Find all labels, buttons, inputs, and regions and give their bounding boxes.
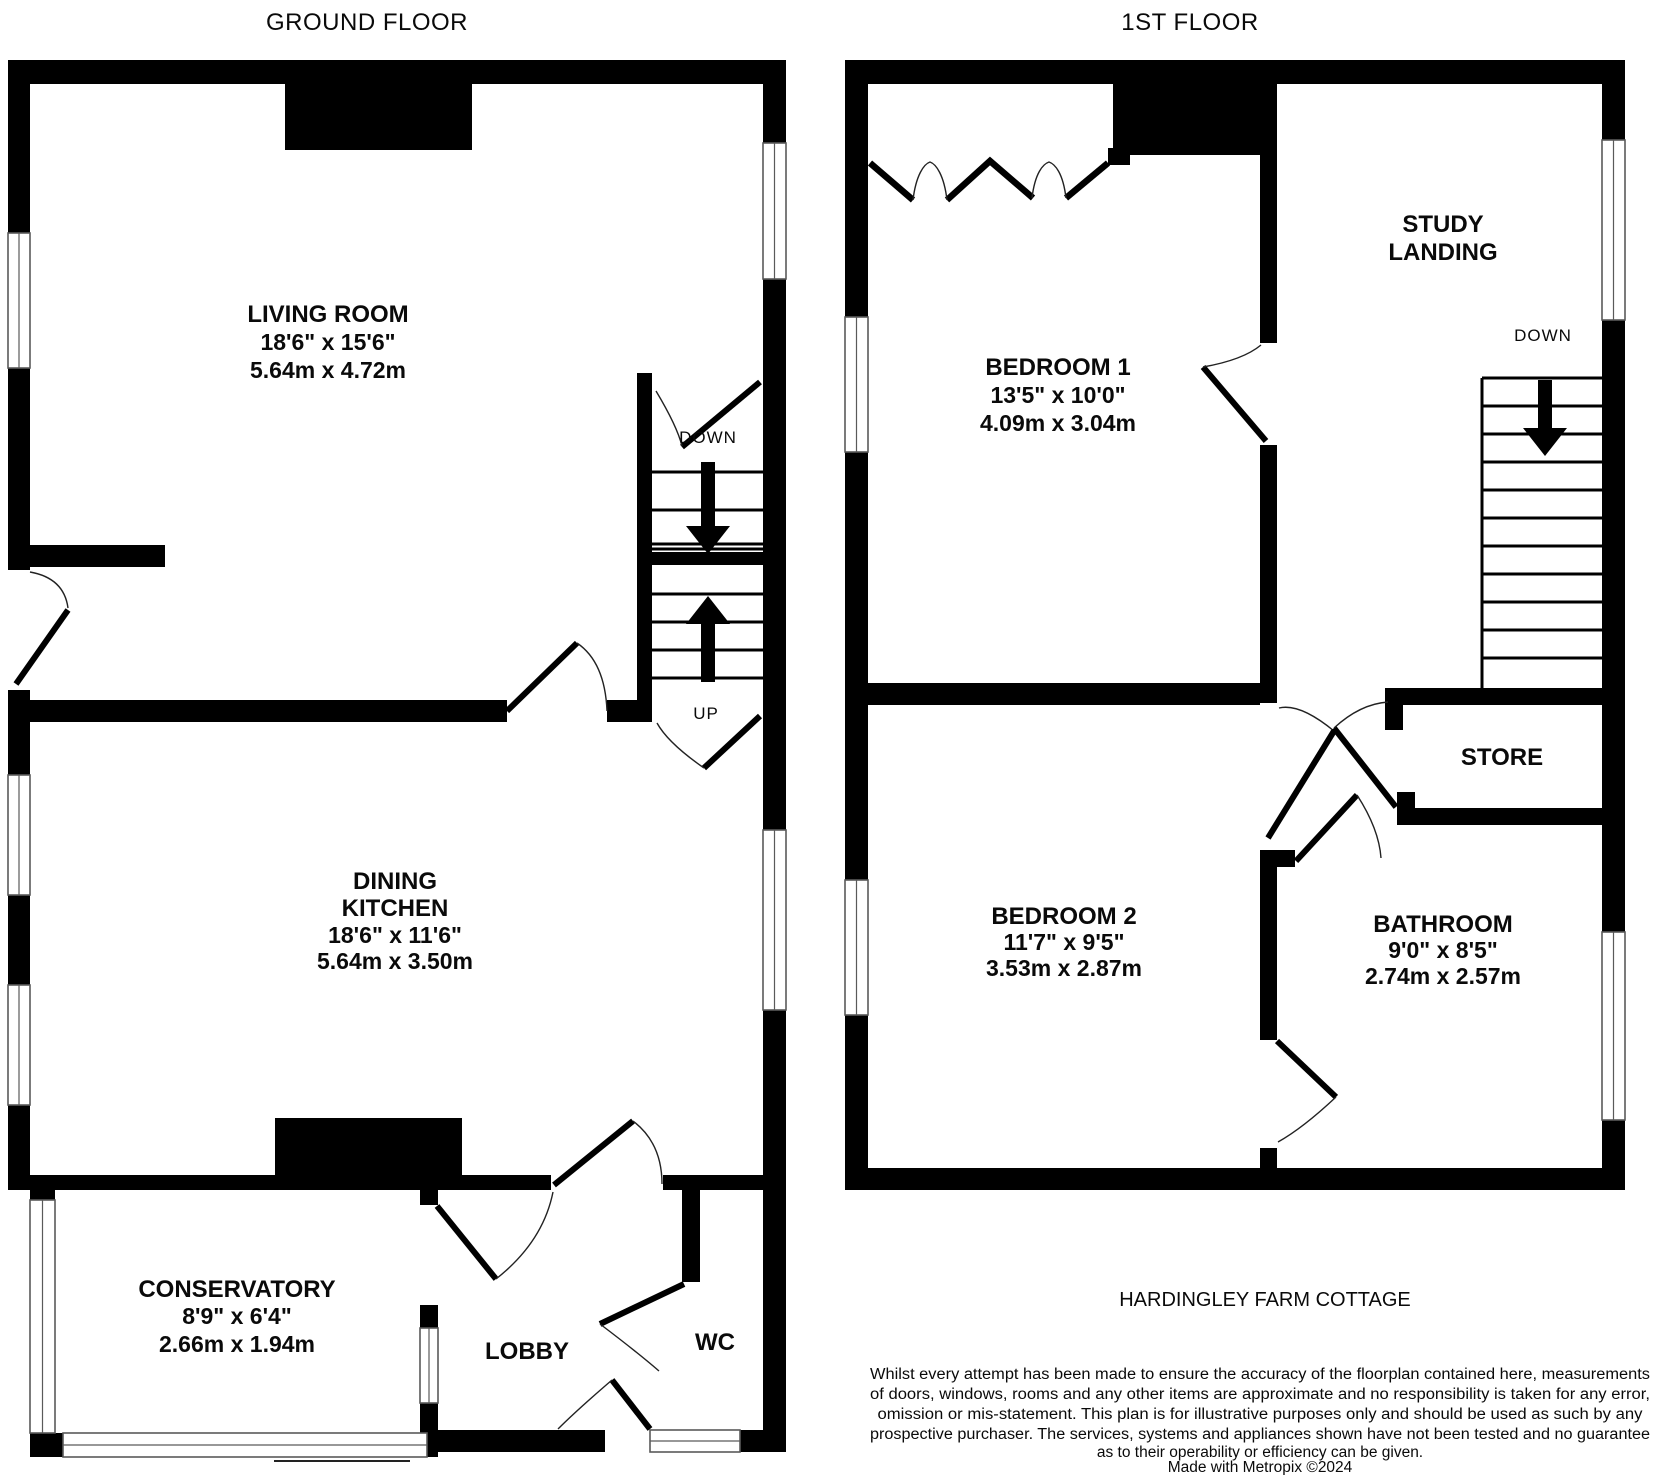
stairs-down-label: DOWN bbox=[679, 428, 737, 447]
up-arrow bbox=[686, 596, 730, 682]
wall-segment bbox=[845, 60, 868, 317]
disclaimer-line: of doors, windows, rooms and any other items are approximate and no responsibility is taken for any error, bbox=[870, 1386, 1650, 1403]
stair-wall bbox=[637, 373, 652, 722]
wardrobe-folding-doors bbox=[870, 161, 1108, 200]
window bbox=[763, 830, 786, 1010]
door bbox=[600, 1284, 684, 1371]
first-floor-title: 1ST FLOOR bbox=[1121, 9, 1259, 36]
wall-segment bbox=[420, 1305, 438, 1328]
window bbox=[8, 775, 30, 895]
wall-segment bbox=[663, 1175, 786, 1190]
bathroom-label bbox=[1365, 911, 1521, 989]
door bbox=[1268, 707, 1334, 838]
window bbox=[845, 880, 868, 1015]
room-dimensions-metric: 5.64m x 4.72m bbox=[249, 357, 407, 383]
window bbox=[63, 1433, 427, 1457]
room-dimensions-metric: 2.66m x 1.94m bbox=[158, 1331, 316, 1357]
wall-segment bbox=[868, 683, 1260, 705]
chimney-breast bbox=[1113, 84, 1270, 155]
door bbox=[507, 643, 607, 711]
footer bbox=[870, 1289, 1650, 1475]
wall-segment bbox=[1260, 445, 1277, 703]
wall-segment bbox=[763, 279, 786, 830]
room-dimensions-imperial: 11'7" x 9'5" bbox=[1003, 929, 1125, 955]
wall-segment bbox=[8, 545, 165, 567]
room-dimensions-metric: 2.74m x 2.57m bbox=[1364, 963, 1522, 989]
wall-segment bbox=[845, 1168, 1625, 1190]
window bbox=[763, 143, 786, 279]
wall-segment bbox=[1260, 850, 1277, 1040]
wall-segment bbox=[1260, 1148, 1277, 1190]
room-name: STUDY bbox=[1402, 211, 1484, 238]
room-dimensions-metric: 3.53m x 2.87m bbox=[985, 955, 1143, 981]
ground-floor-plan bbox=[8, 9, 786, 1461]
room-dimensions-metric: 4.09m x 3.04m bbox=[979, 410, 1137, 436]
wall-segment bbox=[682, 1190, 700, 1282]
wall-segment bbox=[1260, 84, 1277, 343]
wall-segment bbox=[763, 1010, 786, 1452]
wall-segment bbox=[763, 60, 786, 143]
wc-label: WC bbox=[695, 1329, 735, 1356]
first-floor-walls bbox=[845, 60, 1625, 1190]
chimney-breast bbox=[275, 1118, 462, 1177]
disclaimer-line: Whilst every attempt has been made to ensure the accuracy of the floorplan contained here, measurements bbox=[870, 1366, 1651, 1383]
folding-door-panel bbox=[947, 161, 1033, 200]
wall-segment bbox=[1602, 320, 1625, 932]
disclaimer-line: prospective purchaser. The services, systems and appliances shown have not been tested and no guarantee bbox=[870, 1426, 1650, 1443]
window bbox=[1602, 140, 1625, 320]
door bbox=[657, 716, 760, 768]
window bbox=[8, 985, 30, 1105]
dining-kitchen-label bbox=[317, 868, 473, 974]
door bbox=[16, 572, 68, 684]
wall-segment bbox=[1108, 148, 1130, 165]
study-landing-label bbox=[1388, 211, 1497, 266]
room-dimensions-imperial: 18'6" x 11'6" bbox=[328, 922, 462, 948]
door bbox=[558, 1380, 650, 1429]
wall-segment bbox=[1397, 808, 1602, 825]
wall-segment bbox=[845, 60, 1625, 84]
stair-landing-wall bbox=[652, 552, 763, 565]
wall-segment bbox=[8, 368, 30, 570]
ground-floor-title: GROUND FLOOR bbox=[265, 9, 469, 36]
room-dimensions-imperial: 13'5" x 10'0" bbox=[990, 382, 1126, 408]
window bbox=[420, 1328, 438, 1403]
stairs-up-label: UP bbox=[693, 704, 719, 723]
room-dimensions-metric: 5.64m x 3.50m bbox=[316, 948, 474, 974]
room-name: LIVING ROOM bbox=[247, 301, 409, 328]
door bbox=[1296, 795, 1381, 861]
wall-segment bbox=[1385, 705, 1403, 730]
down-arrow bbox=[1523, 380, 1567, 456]
door bbox=[554, 1121, 662, 1185]
bedroom-1-label bbox=[980, 354, 1136, 436]
room-name: KITCHEN bbox=[341, 895, 449, 922]
conservatory-label bbox=[138, 1276, 335, 1357]
folding-door-cusp bbox=[1032, 162, 1066, 198]
wall-segment bbox=[438, 1430, 605, 1452]
wall-segment bbox=[8, 60, 786, 84]
ground-floor-stairs bbox=[652, 428, 763, 723]
store-label: STORE bbox=[1460, 744, 1544, 771]
door bbox=[1203, 345, 1266, 441]
property-name: HARDINGLEY FARM COTTAGE bbox=[1119, 1289, 1411, 1311]
window bbox=[1602, 932, 1625, 1120]
room-dimensions-imperial: 9'0" x 8'5" bbox=[1388, 937, 1498, 963]
room-dimensions-imperial: 8'9" x 6'4" bbox=[182, 1303, 292, 1329]
wall-segment bbox=[420, 1190, 438, 1205]
wall-segment bbox=[8, 895, 30, 985]
room-name: BEDROOM 1 bbox=[985, 354, 1131, 381]
wall-segment bbox=[740, 1430, 786, 1452]
wall-segment bbox=[8, 700, 507, 722]
first-floor-stairs bbox=[1482, 326, 1602, 688]
room-name: CONSERVATORY bbox=[138, 1276, 336, 1303]
down-arrow bbox=[686, 462, 730, 554]
wall-segment bbox=[30, 1433, 63, 1457]
lobby-label: LOBBY bbox=[485, 1338, 569, 1365]
room-name: LANDING bbox=[1388, 239, 1498, 266]
window bbox=[845, 317, 868, 452]
living-room-label bbox=[247, 301, 408, 383]
first-floor-plan bbox=[845, 9, 1625, 1190]
window bbox=[650, 1430, 740, 1452]
wall-segment bbox=[1602, 60, 1625, 140]
window bbox=[30, 1200, 55, 1433]
folding-door-cusp bbox=[913, 162, 947, 200]
chimney-breast bbox=[285, 84, 472, 150]
wall-segment bbox=[8, 60, 30, 233]
room-name: DINING bbox=[353, 868, 437, 895]
wall-segment bbox=[8, 1175, 551, 1190]
folding-door-panel bbox=[870, 163, 913, 200]
wall-segment bbox=[1397, 792, 1415, 808]
room-name: BEDROOM 2 bbox=[991, 903, 1137, 930]
wall-segment bbox=[1260, 850, 1295, 867]
bedroom-2-label bbox=[986, 903, 1142, 981]
wall-segment bbox=[1385, 688, 1602, 705]
first-floor-doors bbox=[1203, 345, 1396, 1142]
ground-floor-windows bbox=[8, 143, 786, 1461]
folding-door-panel bbox=[1066, 163, 1108, 198]
credit-line: Made with Metropix ©2024 bbox=[1167, 1459, 1353, 1475]
disclaimer-line: as to their operability or efficiency can be given. bbox=[1096, 1444, 1424, 1461]
door bbox=[437, 1192, 553, 1279]
wall-segment bbox=[845, 452, 868, 880]
door bbox=[1277, 1041, 1336, 1142]
stairs-down-label: DOWN bbox=[1514, 326, 1572, 345]
wall-segment bbox=[845, 1015, 868, 1190]
room-name: BATHROOM bbox=[1373, 911, 1513, 938]
wall-segment bbox=[30, 1190, 55, 1200]
ground-floor-walls bbox=[8, 60, 786, 1457]
disclaimer-line: omission or mis-statement. This plan is for illustrative purposes only and should be used as such by any bbox=[877, 1406, 1643, 1423]
room-dimensions-imperial: 18'6" x 15'6" bbox=[260, 329, 396, 355]
window bbox=[8, 233, 30, 368]
